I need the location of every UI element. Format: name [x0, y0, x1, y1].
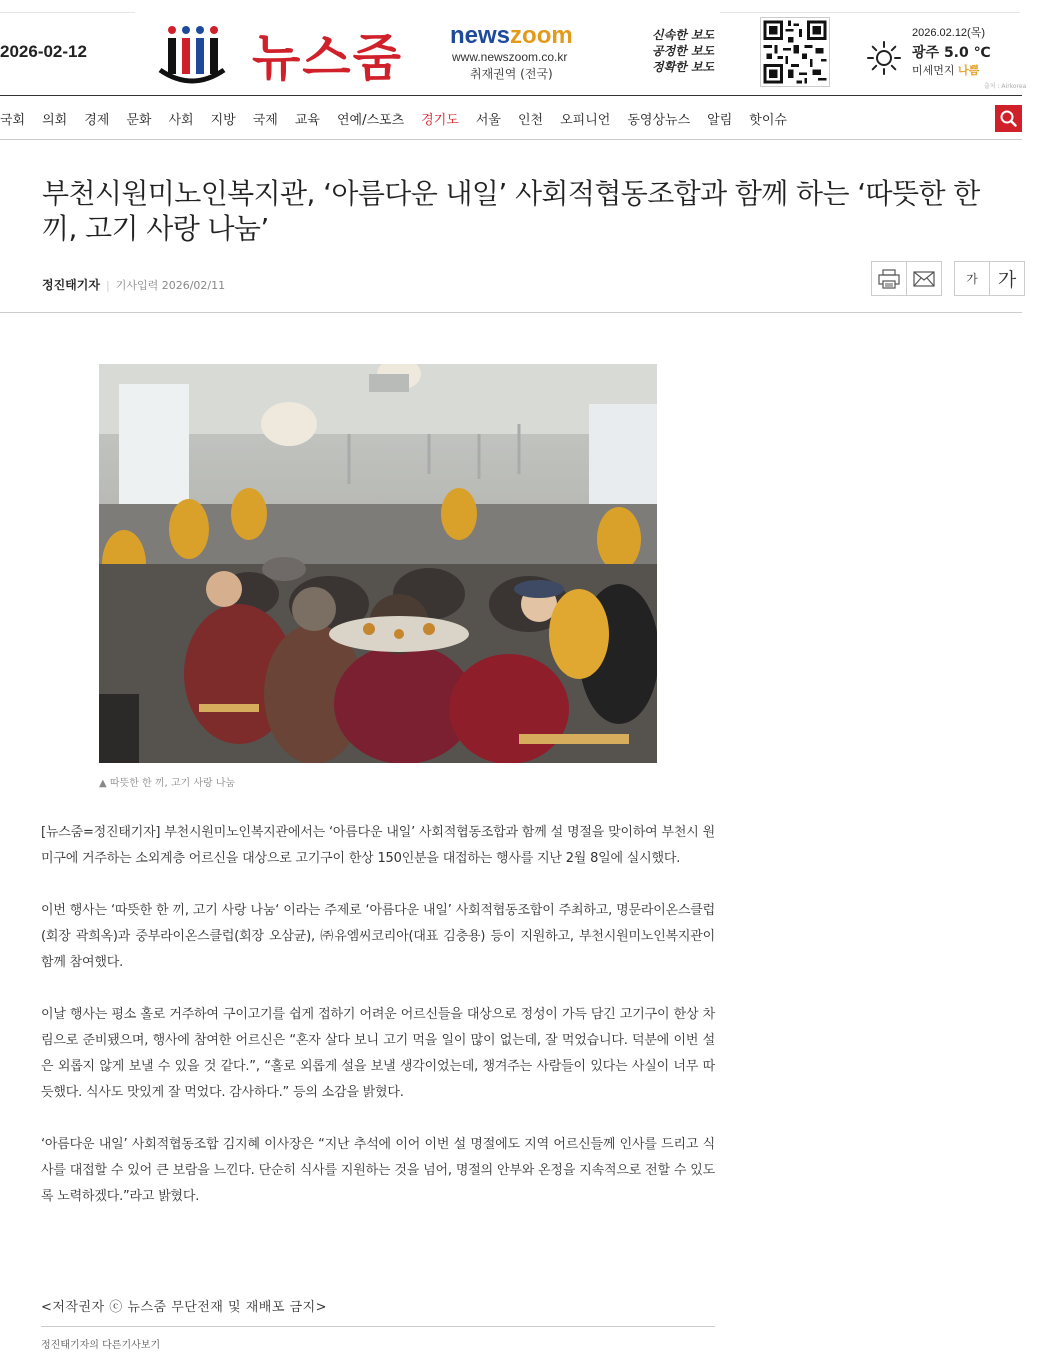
font-smaller-button[interactable]: [954, 261, 990, 296]
nav-item[interactable]: 동영상뉴스: [627, 112, 691, 128]
nav-item[interactable]: 교육: [294, 112, 320, 128]
nav-item[interactable]: 서울: [475, 112, 501, 128]
slogan-line: 정확한 보도: [652, 60, 715, 74]
nav-item[interactable]: 알림: [707, 112, 733, 128]
weather-temp: [912, 42, 991, 62]
article-date: 2026/02/11: [161, 279, 226, 292]
article-date-label: 기사입력: [115, 279, 159, 292]
nav-item[interactable]: 의회: [42, 112, 68, 128]
more-articles-link[interactable]: 정진태기자의 다른기사보기: [41, 1340, 161, 1351]
header-date: 2026-02-12: [0, 42, 87, 61]
article-paragraph: 이번 행사는 ‘따뜻한 한 끼, 고기 사랑 나눔‘ 이라는 주제로 ‘아름다운 내일’ 사회적협동조합이 주최하고, 명문라이온스클럽(회장 곽희옥)과 중부라이온스클럽(회장 오삼균), ㈜유엠씨코리아(대표 김충용) 등이 지원하고, 부천시원미노인복지관이 함께 참여했다.: [41, 903, 715, 970]
logo-mark-icon[interactable]: [156, 22, 228, 86]
main-nav: [0, 96, 1022, 140]
byline-separator: |: [105, 279, 110, 292]
article-paragraph: ‘아름다운 내일’ 사회적협동조합 김지혜 이사장은 “지난 추석에 이어 이번 설 명절에도 지역 어르신들께 인사를 드리고 식사를 대접할 수 있어 큰 보람을 느낀다. 단순히 식사를 지원하는 것을 넘어, 명절의 안부와 온정을 지속적으로 전할 수 있도록 노력하겠다.”라고 밝혔다.: [41, 1137, 715, 1204]
sun-icon: [866, 40, 902, 76]
photo-illustration: [99, 364, 657, 763]
search-button[interactable]: [995, 105, 1022, 132]
article-paragraph: [뉴스줌=정진태기자] 부천시원미노인복지관에서는 ‘아름다운 내일’ 사회적협동조합과 함께 설 명절을 맞이하여 부천시 원미구에 거주하는 소외계층 어르신을 대상으로 고기구이 한상 150인분을 대접하는 행사를 지난 2월 8일에 실시했다.: [41, 825, 715, 866]
qr-code-icon: [760, 17, 830, 87]
slogan-line: 신속한 보도: [652, 28, 715, 42]
font-larger-button[interactable]: [989, 261, 1025, 296]
logo-korean[interactable]: 뉴스줌: [252, 29, 403, 87]
dust-label: 미세먼지: [912, 64, 955, 77]
slogan: [652, 27, 714, 75]
font-small-label: 가: [966, 272, 978, 286]
article-tools: [872, 261, 1025, 296]
weather-city: 광주: [912, 45, 940, 61]
article-photo[interactable]: [99, 364, 657, 763]
mail-button[interactable]: [906, 261, 942, 296]
nav-item[interactable]: 연예/스포츠: [337, 112, 405, 128]
font-large-label: 가: [997, 269, 1017, 291]
nav-item[interactable]: 사회: [168, 112, 194, 128]
dust-level: 나쁨: [958, 64, 980, 77]
article-author[interactable]: 정진태기자: [42, 278, 100, 292]
nav-item[interactable]: 경제: [84, 112, 110, 128]
nav-item[interactable]: 지방: [210, 112, 236, 128]
slogan-line: 공정한 보도: [652, 44, 715, 58]
site-header: [0, 14, 1038, 96]
coverage-area: 취재권역 (전국): [470, 67, 553, 81]
logo-english[interactable]: [450, 22, 573, 50]
photo-caption: ▲ 따뜻한 한 끼, 고기 사랑 나눔: [99, 778, 236, 789]
footer-divider: [41, 1326, 715, 1327]
nav-item[interactable]: 핫이슈: [749, 112, 787, 128]
nav-item[interactable]: 경기도: [421, 112, 459, 128]
article-title: 부천시원미노인복지관, ‘아름다운 내일’ 사회적협동조합과 함께 하는 ‘따뜻한 한 끼, 고기 사랑 나눔’: [42, 177, 980, 245]
weather-date: 2026.02.12(목): [912, 27, 986, 39]
copyright-notice: <저작권자 ⓒ 뉴스줌 무단전재 및 재배포 금지>: [41, 1300, 328, 1315]
weather-source: 출처 : Airkorea: [984, 83, 1027, 90]
nav-list: [0, 96, 1022, 140]
article-header-divider: [0, 312, 1022, 313]
nav-item[interactable]: 오피니언: [560, 112, 611, 128]
nav-item[interactable]: 인천: [517, 112, 544, 128]
top-divider-left: [0, 0, 135, 13]
nav-item[interactable]: 국회: [0, 112, 26, 128]
nav-item[interactable]: 국제: [252, 112, 278, 128]
logo-en-news: news: [450, 22, 511, 49]
nav-item[interactable]: 문화: [126, 112, 152, 128]
logo-url: www.newszoom.co.kr: [452, 50, 568, 64]
weather-dust: [912, 62, 979, 78]
print-button[interactable]: [871, 261, 907, 296]
top-divider-right: [720, 0, 1020, 13]
article-byline: [42, 276, 225, 293]
search-icon: [995, 105, 1022, 132]
article-paragraph: 이날 행사는 평소 홀로 거주하여 구이고기를 쉽게 접하기 어려운 어르신들을 대상으로 정성이 가득 담긴 고기구이 한상 차림으로 준비됐으며, 행사에 참여한 어르신은 “혼자 살다 보니 고기 먹을 일이 많이 없는데, 잘 먹었습니다. 덕분에 이번 설은 외롭지 않게 보낼 수 있을 것 같다.”, “홀로 외롭게 설을 보낼 생각이었는데, 챙겨주는 사람들이 있다는 사실이 너무 따듯했다. 식사도 맛있게 잘 먹었다. 감사하다.” 등의 소감을 밝혔다.: [41, 1007, 715, 1100]
article-body: [41, 820, 715, 1236]
print-icon: [877, 269, 901, 289]
mail-icon: [912, 269, 936, 289]
logo-en-zoom: zoom: [510, 22, 573, 49]
weather-temp-value: 5.0 ℃: [943, 45, 991, 61]
